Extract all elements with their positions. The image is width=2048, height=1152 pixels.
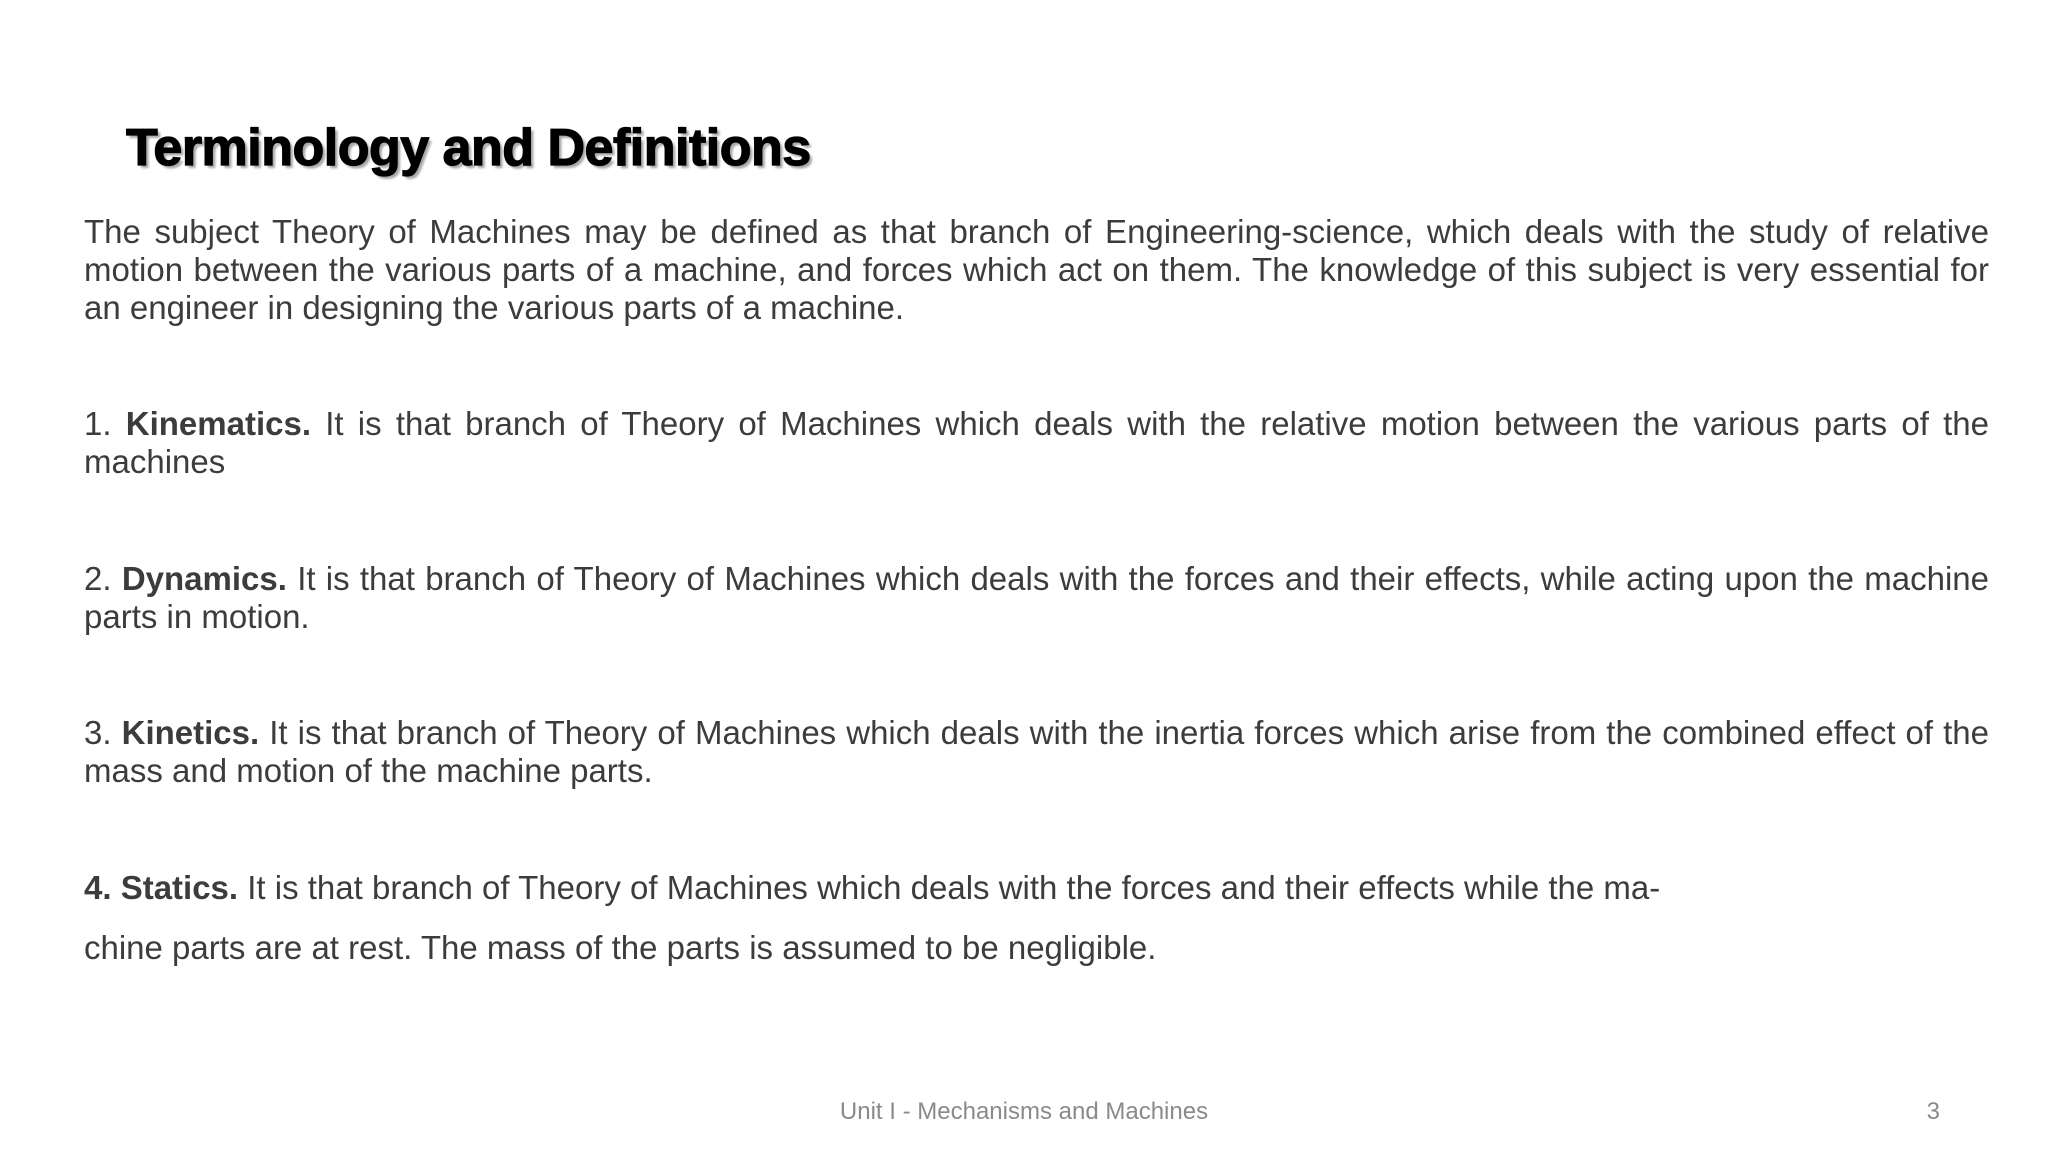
definition-dynamics bbox=[84, 560, 1989, 636]
definition-term: Kinetics. bbox=[121, 714, 260, 751]
definition-kinematics bbox=[84, 405, 1989, 481]
footer-text: Unit I - Mechanisms and Machines bbox=[839, 1098, 1209, 1125]
definition-statics-line-2: chine parts are at rest. The mass of the parts is assumed to be negligible. bbox=[84, 929, 1157, 966]
definition-number: 1. bbox=[84, 405, 112, 442]
page-number: 3 bbox=[1926, 1098, 1940, 1125]
definition-text: It is that branch of Theory of Machines which deals with the inertia forces which arise from the combined effect of the mass and motion of the machine parts. bbox=[84, 714, 1990, 789]
definition-term: Kinematics. bbox=[125, 405, 312, 442]
definition-text: It is that branch of Theory of Machines which deals with the forces and their effects, while acting upon the machine parts in motion. bbox=[84, 560, 1990, 635]
definition-number: 3. bbox=[84, 714, 112, 751]
definition-kinetics bbox=[84, 714, 1989, 790]
definition-term: Dynamics. bbox=[121, 560, 287, 597]
definition-statics-line-1 bbox=[84, 869, 1660, 907]
definition-text: It is that branch of Theory of Machines which deals with the forces and their effects while the ma- bbox=[247, 869, 1661, 906]
intro-paragraph: The subject Theory of Machines may be defined as that branch of Engineering-science, which deals with the study of relative motion between the various parts of a machine, and forces which act on them. The knowledge of this subject is very essential for an engineer in designing the various parts of a machine. bbox=[84, 213, 1989, 326]
definition-text: It is that branch of Theory of Machines which deals with the relative motion between the various parts of the machines bbox=[84, 405, 1990, 480]
definition-number: 2. bbox=[84, 560, 112, 597]
definition-term: 4. Statics. bbox=[84, 869, 239, 906]
slide-title: Terminology and Definitions bbox=[126, 119, 811, 177]
